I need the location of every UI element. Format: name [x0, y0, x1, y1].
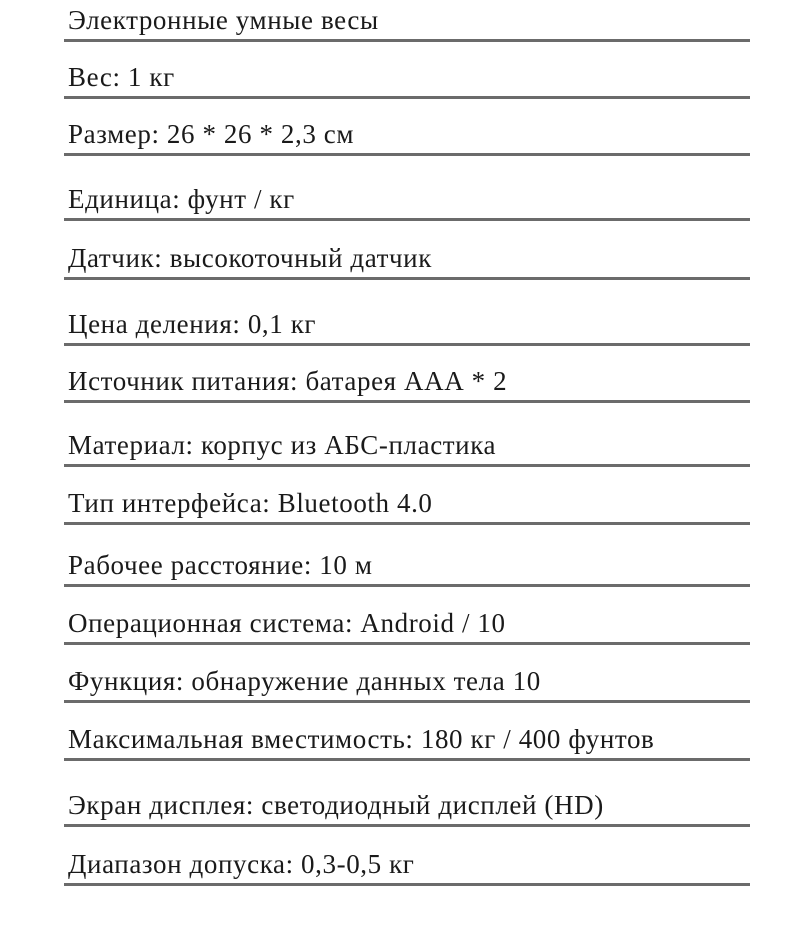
spec-text: Цена деления: 0,1 кг: [68, 309, 317, 339]
spec-text: Рабочее расстояние: 10 м: [68, 550, 373, 580]
spec-row-interface: [0, 467, 790, 525]
spec-text: Диапазон допуска: 0,3-0,5 кг: [68, 849, 415, 879]
spec-text: Экран дисплея: светодиодный дисплей (HD): [68, 790, 604, 820]
spec-row-material: [0, 403, 790, 467]
spec-text: Размер: 26 * 26 * 2,3 см: [68, 119, 355, 149]
spec-row-size: [0, 99, 790, 156]
spec-row-title: [0, 0, 790, 42]
spec-text: Электронные умные весы: [68, 5, 379, 35]
spec-text: Единица: фунт / кг: [68, 184, 295, 214]
spec-row-unit: [0, 156, 790, 221]
spec-row-sensor: [0, 221, 790, 280]
spec-row-tolerance: [0, 827, 790, 886]
spec-row-division: [0, 280, 790, 346]
spec-text: Максимальная вместимость: 180 кг / 400 фунтов: [68, 724, 655, 754]
row-divider: [64, 883, 750, 886]
spec-row-os: [0, 587, 790, 645]
spec-text: Материал: корпус из АБС-пластика: [68, 430, 497, 460]
spec-text: Операционная система: Android / 10: [68, 608, 506, 638]
spec-text: Источник питания: батарея ААА * 2: [68, 366, 508, 396]
spec-text: Тип интерфейса: Bluetooth 4.0: [68, 488, 433, 518]
spec-row-display: [0, 761, 790, 827]
spec-text: Датчик: высокоточный датчик: [68, 243, 432, 273]
spec-text: Вес: 1 кг: [68, 62, 175, 92]
spec-row-range: [0, 525, 790, 587]
spec-text: Функция: обнаружение данных тела 10: [68, 666, 541, 696]
spec-row-function: [0, 645, 790, 703]
spec-row-power: [0, 346, 790, 403]
spec-row-weight: [0, 42, 790, 99]
spec-row-capacity: [0, 703, 790, 761]
